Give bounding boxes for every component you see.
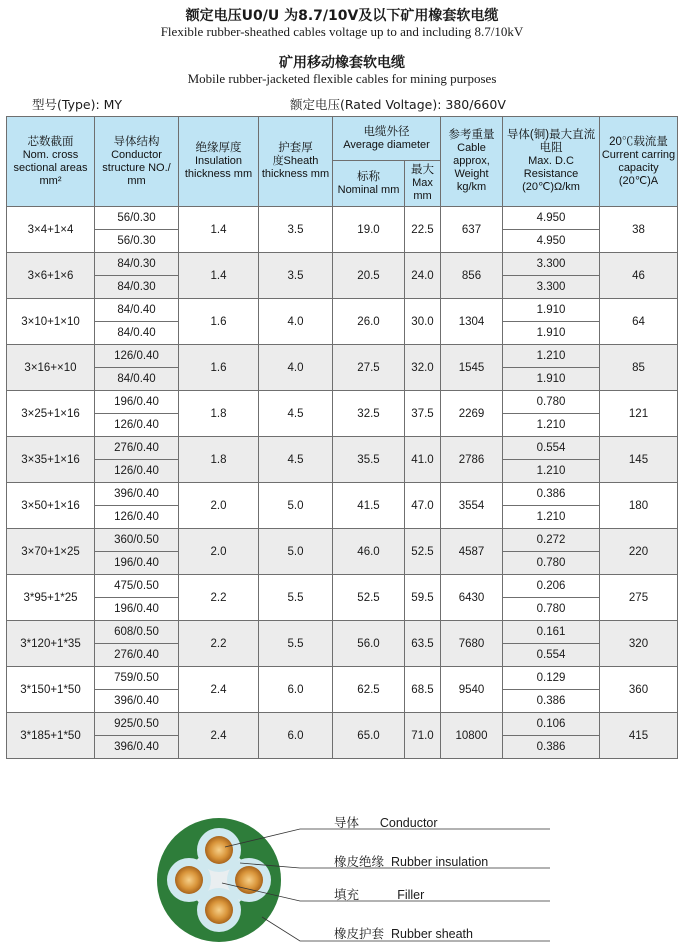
cell-conductor: 608/0.50 [95, 621, 179, 644]
cell-resistance: 0.386 [503, 690, 600, 713]
cell-max-dia: 24.0 [405, 253, 441, 299]
cell-sheath: 6.0 [259, 713, 333, 759]
cell-sheath: 5.5 [259, 575, 333, 621]
cell-nominal-dia: 52.5 [333, 575, 405, 621]
cell-area: 3×6+1×6 [7, 253, 95, 299]
cell-resistance: 4.950 [503, 230, 600, 253]
header-area: 芯数截面 Nom. cross sectional areas mm² [7, 117, 95, 207]
cell-sheath: 5.5 [259, 621, 333, 667]
cell-sheath: 3.5 [259, 207, 333, 253]
cell-capacity: 121 [600, 391, 678, 437]
cell-insulation: 1.4 [179, 207, 259, 253]
cell-resistance: 0.780 [503, 391, 600, 414]
cell-resistance: 1.210 [503, 345, 600, 368]
table-row [7, 299, 678, 322]
cell-weight: 6430 [441, 575, 503, 621]
cell-nominal-dia: 20.5 [333, 253, 405, 299]
cell-sheath: 6.0 [259, 667, 333, 713]
cell-resistance: 0.272 [503, 529, 600, 552]
cell-resistance: 3.300 [503, 276, 600, 299]
cell-area: 3*120+1*35 [7, 621, 95, 667]
cell-insulation: 1.6 [179, 345, 259, 391]
cell-area: 3×10+1×10 [7, 299, 95, 345]
table-row [7, 391, 678, 414]
cell-conductor: 196/0.40 [95, 391, 179, 414]
cell-max-dia: 32.0 [405, 345, 441, 391]
cell-max-dia: 41.0 [405, 437, 441, 483]
cell-area: 3×70+1×25 [7, 529, 95, 575]
cell-capacity: 180 [600, 483, 678, 529]
table-row [7, 437, 678, 460]
cell-weight: 4587 [441, 529, 503, 575]
cell-conductor: 126/0.40 [95, 414, 179, 437]
label-filler: 填充 Filler [334, 888, 425, 902]
cell-insulation: 2.2 [179, 621, 259, 667]
cell-nominal-dia: 27.5 [333, 345, 405, 391]
cell-sheath: 4.0 [259, 345, 333, 391]
cell-nominal-dia: 46.0 [333, 529, 405, 575]
table-row [7, 483, 678, 506]
core-bottom [197, 888, 241, 932]
cell-capacity: 360 [600, 667, 678, 713]
label-sheath: 橡皮护套 Rubber sheath [334, 927, 473, 941]
cell-conductor: 126/0.40 [95, 460, 179, 483]
cell-conductor: 396/0.40 [95, 690, 179, 713]
cell-weight: 10800 [441, 713, 503, 759]
cell-nominal-dia: 41.5 [333, 483, 405, 529]
cell-max-dia: 37.5 [405, 391, 441, 437]
cell-resistance: 0.386 [503, 483, 600, 506]
cell-resistance: 0.129 [503, 667, 600, 690]
cell-insulation: 1.8 [179, 391, 259, 437]
cell-insulation: 2.4 [179, 667, 259, 713]
cell-max-dia: 30.0 [405, 299, 441, 345]
cell-insulation: 1.8 [179, 437, 259, 483]
cell-conductor: 360/0.50 [95, 529, 179, 552]
cell-insulation: 2.0 [179, 529, 259, 575]
cell-weight: 2269 [441, 391, 503, 437]
rated-voltage: 额定电压(Rated Voltage): 380/660V [290, 97, 506, 112]
table-row [7, 621, 678, 644]
table-row [7, 667, 678, 690]
label-insulation: 橡皮绝缘 Rubber insulation [334, 855, 489, 869]
cell-resistance: 0.161 [503, 621, 600, 644]
cell-resistance: 1.910 [503, 322, 600, 345]
header-insulation: 绝缘厚度 Insulation thickness mm [179, 117, 259, 207]
cell-insulation: 2.0 [179, 483, 259, 529]
cell-conductor: 126/0.40 [95, 345, 179, 368]
cell-sheath: 5.0 [259, 483, 333, 529]
cell-conductor: 925/0.50 [95, 713, 179, 736]
cell-conductor: 84/0.30 [95, 276, 179, 299]
cell-capacity: 85 [600, 345, 678, 391]
cell-nominal-dia: 65.0 [333, 713, 405, 759]
cell-resistance: 0.206 [503, 575, 600, 598]
main-title-en: Flexible rubber-sheathed cables voltage up to and including 8.7/10kV [160, 24, 524, 39]
cell-conductor: 196/0.40 [95, 552, 179, 575]
cell-conductor: 56/0.30 [95, 230, 179, 253]
cell-resistance: 0.386 [503, 736, 600, 759]
cell-capacity: 38 [600, 207, 678, 253]
cell-nominal-dia: 19.0 [333, 207, 405, 253]
cell-nominal-dia: 62.5 [333, 667, 405, 713]
header-conductor: 导体结构 Conductor structure NO./ mm [95, 117, 179, 207]
cell-max-dia: 71.0 [405, 713, 441, 759]
cell-conductor: 84/0.40 [95, 299, 179, 322]
cell-max-dia: 52.5 [405, 529, 441, 575]
cell-max-dia: 59.5 [405, 575, 441, 621]
cell-weight: 2786 [441, 437, 503, 483]
header-max: 最大 Max mm [405, 161, 441, 207]
cell-conductor: 396/0.40 [95, 483, 179, 506]
cell-conductor: 84/0.40 [95, 322, 179, 345]
cell-conductor: 196/0.40 [95, 598, 179, 621]
cell-weight: 7680 [441, 621, 503, 667]
cell-conductor: 759/0.50 [95, 667, 179, 690]
header-capacity: 20℃载流量 Current carring capacity (20℃)A [600, 117, 678, 207]
cell-area: 3*185+1*50 [7, 713, 95, 759]
table-row [7, 207, 678, 230]
cell-resistance: 1.210 [503, 506, 600, 529]
header-weight: 参考重量 Cable approx, Weight kg/km [441, 117, 503, 207]
cell-insulation: 2.4 [179, 713, 259, 759]
cell-resistance: 1.210 [503, 414, 600, 437]
cell-insulation: 1.4 [179, 253, 259, 299]
header-nominal: 标称 Nominal mm [333, 161, 405, 207]
cell-resistance: 1.210 [503, 460, 600, 483]
cell-capacity: 275 [600, 575, 678, 621]
cell-nominal-dia: 32.5 [333, 391, 405, 437]
cell-resistance: 4.950 [503, 207, 600, 230]
cell-area: 3*150+1*50 [7, 667, 95, 713]
cell-insulation: 2.2 [179, 575, 259, 621]
label-conductor: 导体 Conductor [334, 816, 438, 830]
cell-area: 3×35+1×16 [7, 437, 95, 483]
header-diameter: 电缆外径 Average diameter [333, 117, 441, 161]
cell-max-dia: 22.5 [405, 207, 441, 253]
table-row [7, 345, 678, 368]
sub-title-en: Mobile rubber-jacketed flexible cables for mining purposes [187, 71, 497, 86]
spec-table [6, 116, 678, 759]
cell-conductor: 475/0.50 [95, 575, 179, 598]
cell-sheath: 3.5 [259, 253, 333, 299]
cell-weight: 1304 [441, 299, 503, 345]
cell-resistance: 0.554 [503, 644, 600, 667]
cell-capacity: 220 [600, 529, 678, 575]
main-title-zh: 额定电压U0/U 为8.7/10V及以下矿用橡套软电缆 [185, 8, 499, 24]
cell-max-dia: 68.5 [405, 667, 441, 713]
table-row [7, 253, 678, 276]
cell-nominal-dia: 56.0 [333, 621, 405, 667]
cell-area: 3×16+×10 [7, 345, 95, 391]
cell-resistance: 0.554 [503, 437, 600, 460]
cell-weight: 1545 [441, 345, 503, 391]
cell-area: 3*95+1*25 [7, 575, 95, 621]
cell-resistance: 1.910 [503, 368, 600, 391]
cell-area: 3×4+1×4 [7, 207, 95, 253]
cell-capacity: 145 [600, 437, 678, 483]
cell-weight: 3554 [441, 483, 503, 529]
cell-weight: 637 [441, 207, 503, 253]
cell-area: 3×50+1×16 [7, 483, 95, 529]
cell-resistance: 1.910 [503, 299, 600, 322]
cell-conductor: 276/0.40 [95, 644, 179, 667]
cell-capacity: 415 [600, 713, 678, 759]
cell-weight: 9540 [441, 667, 503, 713]
cell-capacity: 46 [600, 253, 678, 299]
cell-sheath: 4.5 [259, 437, 333, 483]
cell-nominal-dia: 35.5 [333, 437, 405, 483]
cell-conductor: 84/0.40 [95, 368, 179, 391]
cell-weight: 856 [441, 253, 503, 299]
cell-sheath: 4.5 [259, 391, 333, 437]
cell-resistance: 0.106 [503, 713, 600, 736]
table-row [7, 713, 678, 736]
cell-max-dia: 63.5 [405, 621, 441, 667]
header-sheath: 护套厚 度Sheath thickness mm [259, 117, 333, 207]
cell-sheath: 4.0 [259, 299, 333, 345]
cell-resistance: 0.780 [503, 552, 600, 575]
header-resistance: 导体(铜)最大直流电阻 Max. D.C Resistance (20℃)Ω/km [503, 117, 600, 207]
cell-insulation: 1.6 [179, 299, 259, 345]
cell-nominal-dia: 26.0 [333, 299, 405, 345]
sub-title-zh: 矿用移动橡套软电缆 [279, 55, 405, 71]
cell-capacity: 64 [600, 299, 678, 345]
cell-resistance: 0.780 [503, 598, 600, 621]
table-row [7, 575, 678, 598]
cell-conductor: 276/0.40 [95, 437, 179, 460]
cable-type: 型号(Type): MY [32, 97, 123, 112]
cell-conductor: 126/0.40 [95, 506, 179, 529]
cell-capacity: 320 [600, 621, 678, 667]
cell-area: 3×25+1×16 [7, 391, 95, 437]
cell-conductor: 56/0.30 [95, 207, 179, 230]
cell-conductor: 84/0.30 [95, 253, 179, 276]
cell-sheath: 5.0 [259, 529, 333, 575]
table-row [7, 529, 678, 552]
cell-max-dia: 47.0 [405, 483, 441, 529]
cell-resistance: 3.300 [503, 253, 600, 276]
cell-conductor: 396/0.40 [95, 736, 179, 759]
